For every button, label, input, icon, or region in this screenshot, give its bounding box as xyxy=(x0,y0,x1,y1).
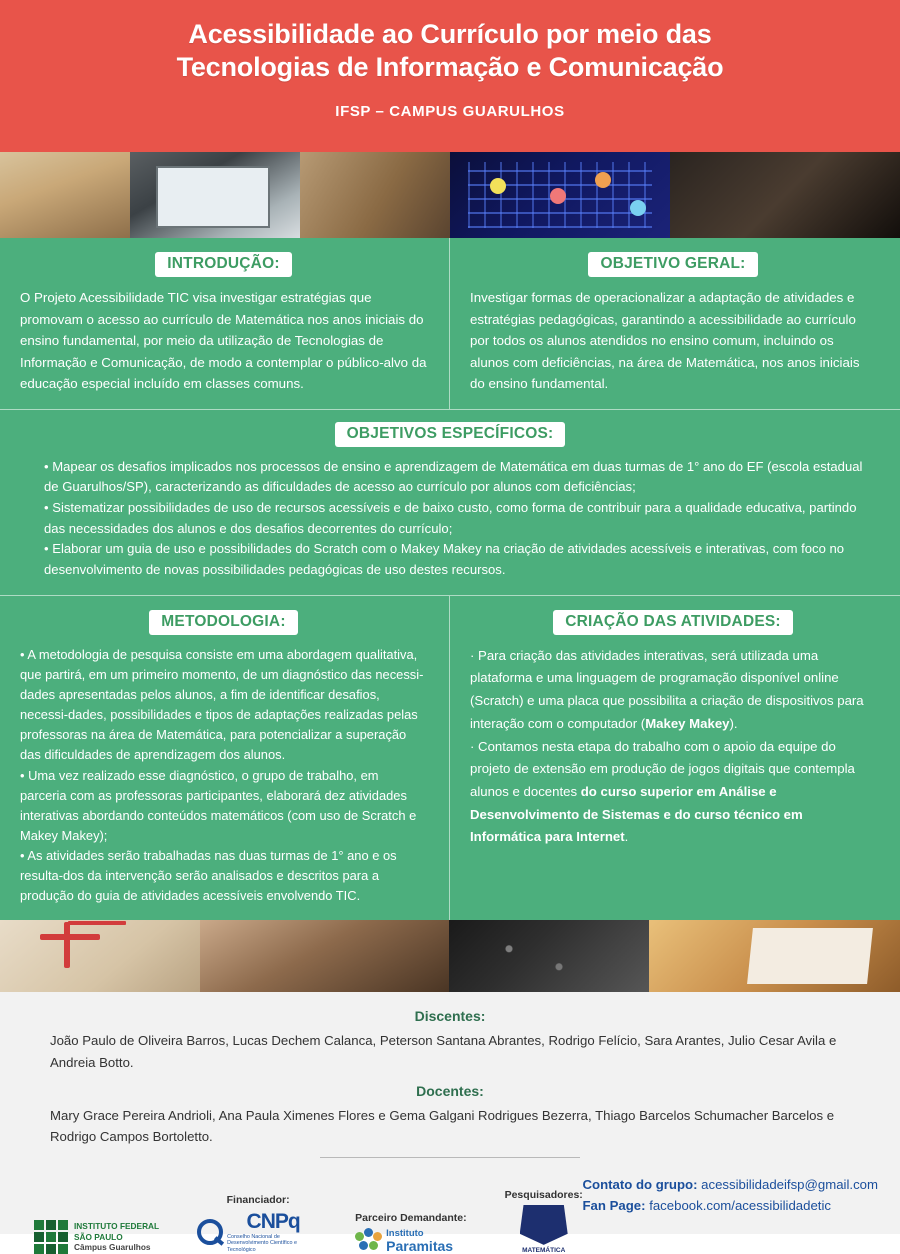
logo-cnpq-block xyxy=(197,1194,319,1254)
matematica-shield-icon xyxy=(520,1205,568,1245)
discentes-label: Discentes: xyxy=(414,1008,486,1025)
contact-block xyxy=(582,1174,878,1216)
ifsp-name: INSTITUTO FEDERAL xyxy=(74,1221,160,1232)
paramitas-line1: Instituto xyxy=(386,1227,424,1239)
objetivo-geral-title: OBJETIVO GERAL: xyxy=(588,252,757,277)
criacao-item-2-bold: do curso superior em Análise e Desenvolvimento de Sistemas e do curso técnico em Informática para Internet xyxy=(470,784,803,845)
logo-pesquisadores-block xyxy=(505,1189,583,1254)
logo-paramitas-block xyxy=(355,1212,466,1254)
criacao-atividades-title: CRIAÇÃO DAS ATIVIDADES: xyxy=(553,610,793,635)
section-objetivos-especificos xyxy=(0,410,900,595)
campus-subtitle: IFSP – CAMPUS GUARULHOS xyxy=(335,102,565,120)
criacao-item-2-part-a: · Contamos nesta etapa do trabalho com o apoio da equipe do projeto de extensão em produção de jogos digitais que contempla alunos e docentes xyxy=(470,738,855,799)
contact-email-label: Contato do grupo: xyxy=(582,1177,698,1193)
criacao-item-1 xyxy=(470,645,876,736)
docentes-names: Mary Grace Pereira Andrioli, Ana Paula Ximenes Flores e Gema Galgani Rodrigues Bezerra, Thiago Barcelos Schumacher Barcelos e Rodrigo Campos Bortoletto. xyxy=(50,1107,835,1144)
logo-ifsp xyxy=(34,1204,159,1254)
title-line-1: Acessibilidade ao Currículo por meio das xyxy=(188,19,712,49)
photo-hands-device xyxy=(670,152,900,238)
row-metodologia-criacao xyxy=(0,596,900,921)
photo-pacman-game xyxy=(450,152,670,238)
objetivo-especifico-1: • Mapear os desafios implicados nos processos de ensino e aprendizagem de Matemática em duas turmas de 1° ano do EF (escola estadual de Guarulhos/SP), caracterizando as dificuldades de acesso ao currículo por alunos com deficiências; xyxy=(44,458,863,495)
discentes-names: João Paulo de Oliveira Barros, Lucas Dechem Calanca, Peterson Santana Abrantes, Rodrigo Felício, Sara Arantes, Julio Cesar Avila e Andreia Botto. xyxy=(50,1033,837,1070)
contact-fanpage-line xyxy=(582,1195,878,1216)
docentes-label-text: Docentes xyxy=(416,1082,480,1099)
docentes-label xyxy=(30,1083,870,1099)
parceiro-caption: Parceiro Demandante: xyxy=(355,1211,467,1224)
photo-laptop-scratch xyxy=(130,152,300,238)
criacao-item-1-part-a: · Para criação das atividades interativas, será utilizada uma plataforma e uma linguagem de programação disponível online (Scratch) e uma placa que possibilita a criação de dispositivos para interação com o computador ( xyxy=(470,647,864,731)
objetivo-especifico-2: • Sistematizar possibilidades de uso de recursos acessíveis e de baixo custo, como forma de contribuir para a qualidade educativa, partindo das necessidades dos alunos e dos desafios decorrentes do currículo; xyxy=(44,500,857,536)
metodologia-title: METODOLOGIA: xyxy=(149,610,297,635)
cnpq-subtitle: Conselho Nacional de Desenvolvimento Científico e Tecnológico xyxy=(227,1233,297,1254)
section-criacao-atividades xyxy=(449,596,900,921)
paramitas-people-icon xyxy=(355,1228,381,1254)
footer-divider xyxy=(320,1157,580,1158)
criacao-item-2 xyxy=(470,736,876,850)
photo-classroom-materials xyxy=(0,152,130,238)
criacao-item-1-part-b: ). xyxy=(729,715,738,731)
photo-cables-setup xyxy=(449,920,649,992)
introducao-text: O Projeto Acessibilidade TIC visa investigar estratégias que promovam o acesso ao currículo de Matemática nos anos iniciais do ensino fundamental, por meio da utilização de Tecnologias de Informação e Comunicação, de modo a contemplar o público-alvo da educação especial incluído em classes comuns. xyxy=(20,290,427,392)
ifsp-logo-icon xyxy=(34,1220,68,1254)
metodologia-item-3: • As atividades serão trabalhadas nas duas turmas de 1° ano e os resulta-dos da intervenção serão analisados e descritos para a produção do guia de atividades acessíveis envolvendo TIC. xyxy=(20,848,397,904)
pesquisadores-caption: Pesquisadores: xyxy=(504,1188,583,1201)
section-introducao xyxy=(0,238,449,409)
photo-strip-bottom xyxy=(0,920,900,992)
objetivos-especificos-title: OBJETIVOS ESPECÍFICOS: xyxy=(335,422,566,447)
contact-fanpage-label: Fan Page: xyxy=(582,1198,646,1214)
page-title xyxy=(30,18,870,85)
criacao-item-1-bold: Makey Makey xyxy=(645,715,730,731)
ifsp-campus: Câmpus Guarulhos xyxy=(74,1242,151,1253)
cnpq-circle-icon xyxy=(197,1219,223,1245)
cnpq-logo xyxy=(197,1210,319,1254)
section-metodologia xyxy=(0,596,449,921)
objetivo-geral-text: Investigar formas de operacionalizar a adaptação de atividades e estratégias pedagógicas, garantindo a acessibilidade ao currículo por todos os alunos atendidos no ensino comum, incluindo os alunos com deficiências, na área de Matemática, nos anos iniciais do ensino fundamental. xyxy=(470,290,860,392)
matematica-caption: MATEMÁTICA xyxy=(522,1246,566,1254)
paramitas-line2: Paramitas xyxy=(386,1237,454,1254)
poster-footer xyxy=(0,992,900,1254)
contact-email-line xyxy=(582,1174,878,1195)
photo-makey-makey-board xyxy=(0,920,200,992)
docentes-label-colon: : xyxy=(479,1082,484,1099)
introducao-title: INTRODUÇÃO: xyxy=(155,252,291,277)
metodologia-item-2: • Uma vez realizado esse diagnóstico, o grupo de trabalho, em parceria com as professoras participantes, elaborará dez atividades interativas abordando conteúdos matemáticos (com uso de Scratch e Makey Makey); xyxy=(20,767,417,843)
section-objetivo-geral xyxy=(449,238,900,409)
title-line-2: Tecnologias de Informação e Comunicação xyxy=(176,52,724,83)
ifsp-state: SÃO PAULO xyxy=(74,1231,123,1242)
row-intro-objetivo xyxy=(0,238,900,409)
financiador-caption: Financiador: xyxy=(226,1193,290,1206)
photo-hands-on-table xyxy=(200,920,449,992)
photo-hand-paper-activity xyxy=(649,920,900,992)
metodologia-item-1: • A metodologia de pesquisa consiste em uma abordagem qualitativa, que partirá, em um primeiro momento, de um diagnóstico das necessi-dades apresentadas pelos alunos, a fim de identificar desafios, necessi-dades, possibilidades e tipos de adaptações realizadas pelas professoras na área de Matemática, para potencializar a superação das dificuldades de aprendizagem dos alunos. xyxy=(20,646,424,763)
poster-body xyxy=(0,238,900,920)
contact-fanpage-value[interactable]: facebook.com/acessibilidadetic xyxy=(649,1198,831,1214)
photo-desk-workshop xyxy=(300,152,450,238)
contact-email-value[interactable]: acessibilidadeifsp@gmail.com xyxy=(701,1177,878,1193)
poster-header xyxy=(0,0,900,152)
criacao-item-2-part-b: . xyxy=(624,829,629,845)
photo-strip-top xyxy=(0,152,900,238)
paramitas-logo xyxy=(355,1228,466,1254)
cnpq-wordmark: CNPq xyxy=(246,1209,300,1233)
objetivo-especifico-3: • Elaborar um guia de uso e possibilidades do Scratch com o Makey Makey na criação de atividades acessíveis e interativas, com foco no desenvolvimento de novas possibilidades pedagógicas de uso destes recursos. xyxy=(44,541,845,578)
